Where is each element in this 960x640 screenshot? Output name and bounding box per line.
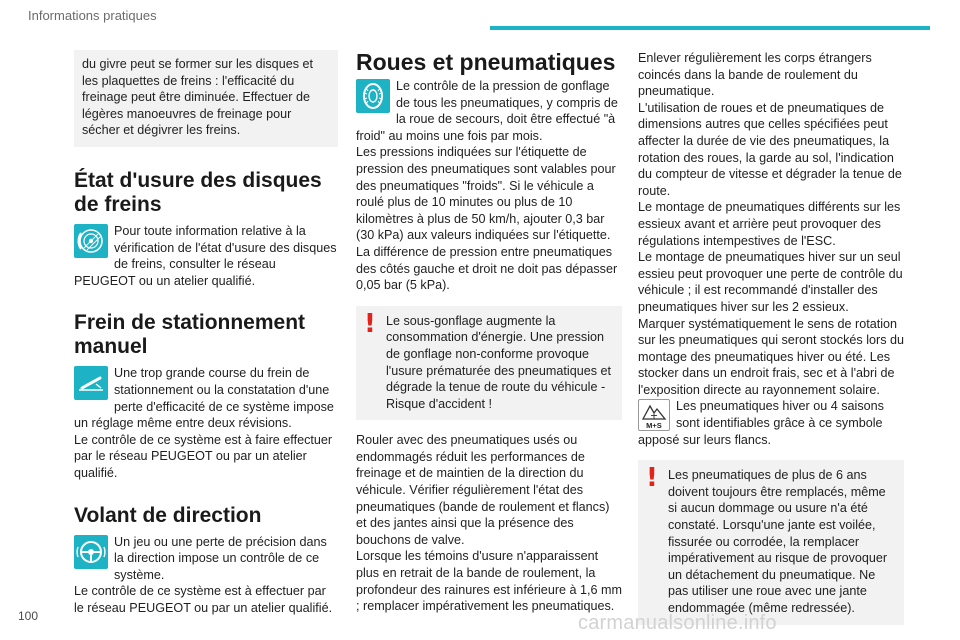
warning-icon: ! xyxy=(646,463,658,494)
section-text: Lorsque les témoins d'usure n'apparaissent plus en retrait de la bande de roulement, la profondeur des rainures est inférieure à 1,6 mm ; remplacer impérativement les pneumatiques. xyxy=(356,549,623,614)
ms-label: M+S xyxy=(646,421,662,431)
section-text: Le contrôle de ce système est à faire effectuer par le réseau PEUGEOT ou par un atelier qualifié. xyxy=(74,432,333,480)
section-text: Le montage de pneumatiques différents sur les essieux avant et arrière peut provoquer des régulations intempestives de l'ESC. xyxy=(638,200,901,248)
section-text: Les pressions indiquées sur l'étiquette de pression des pneumatiques sont valables pour des pneumatiques "froids". Si le véhicule a roulé plus de 10 minutes ou plus de 10 kilomètres à plus de 50 km/h, ajouter 0,3 bar (30 kPa) aux valeurs indiquées sur l'étiquette. xyxy=(356,145,616,243)
continued-note-box xyxy=(74,50,338,147)
warning-box-underinflation xyxy=(356,306,622,421)
warning-text: Les pneumatiques de plus de 6 ans doivent toujours être remplacés, même si aucun dommage ou usure n'a été constaté. Lorsqu'une jante est voilée, fissurée ou corrodée, la remplacer impérativement au risque de provoquer un détachement du pneumatique. Ne pas utiliser une roue avec une jante endommagée (même redressée). xyxy=(668,468,888,615)
running-header: Informations pratiques xyxy=(28,8,157,23)
watermark: carmanualsonline.info xyxy=(578,612,777,634)
section-title-parking-brake: Frein de stationnement manuel xyxy=(74,311,306,359)
note-text: du givre peut se former sur les disques et les plaquettes de freins : l'efficacité du freinage peut être diminuée. Effectuer de légères manoeuvres de freinage pour sécher et dégivrer les freins. xyxy=(82,57,313,138)
parking-brake-icon xyxy=(74,366,108,400)
section-steering-wheel xyxy=(74,534,338,617)
section-text: Enlever régulièrement les corps étrangers coincés dans la bande de roulement du pneumatique. xyxy=(638,51,872,99)
section-text: Une trop grande course du frein de stationnement ou la constatation d'une perte d'efficacité de ce système impose un réglage même entre deux révisions. xyxy=(74,366,334,431)
section-title-wheels-tyres: Roues et pneumatiques xyxy=(356,49,616,75)
section-text: Le montage de pneumatiques hiver sur un seul essieu peut provoquer une perte de contrôle du véhicule ; il est recommandé d'installer des pneumatiques hiver sur les 2 essieux. xyxy=(638,250,903,314)
section-text: Rouler avec des pneumatiques usés ou endommagés réduit les performances de freinage et de maintien de la direction du véhicule. Vérifier régulièrement l'état des pneumatiques (bande de roulement et flancs) et des jantes ainsi que la présence des bouchons de valve. xyxy=(356,433,610,547)
section-text: La différence de pression entre pneumatiques des côtés gauche et droit ne doit pas dépasser 0,05 bar (5 kPa). xyxy=(356,244,618,293)
warning-box-tyre-age xyxy=(638,460,904,624)
section-text: Pour toute information relative à la vérification de l'état d'usure des disques de freins, consulter le réseau PEUGEOT ou un atelier qualifié. xyxy=(74,223,337,288)
page-number: 100 xyxy=(18,609,39,623)
tyre-icon xyxy=(356,79,390,113)
column-2 xyxy=(356,50,622,615)
section-text: Les pneumatiques hiver ou 4 saisons sont identifiables grâce à ce symbole apposé sur leurs flancs. xyxy=(638,399,884,447)
column-1 xyxy=(74,50,338,616)
section-text: Le contrôle de ce système est à effectuer par le réseau PEUGEOT ou par un atelier qualifié. xyxy=(74,584,333,615)
brake-disc-wear-icon xyxy=(74,224,108,258)
section-title-brake-discs: État d'usure des disques de freins xyxy=(74,168,322,216)
steering-wheel-icon xyxy=(74,535,108,569)
section-text: Le contrôle de la pression de gonflage de tous les pneumatiques, y compris de la roue de secours, doit être effectué "à froid" au moins une fois par mois. xyxy=(356,79,618,143)
section-wheels-tyres xyxy=(356,78,622,294)
warning-icon: ! xyxy=(364,308,376,339)
warning-text: Le sous-gonflage augmente la consommation d'énergie. Une pression de gonflage non-conforme provoque l'usure prématurée des pneumatiques et dégrade la tenue de route du véhicule - Risque d'accident ! xyxy=(386,313,612,411)
section-text: Marquer systématiquement le sens de rotation sur les pneumatiques qui seront stockés lors du montage des pneumatiques hiver ou été. Les stocker dans un endroit frais, sec et à l'abri de l'exposition directe au rayonnement solaire. xyxy=(638,316,905,397)
winter-tyre-note xyxy=(638,398,904,448)
section-title-steering-wheel: Volant de direction xyxy=(74,503,262,527)
section-parking-brake xyxy=(74,365,338,481)
section-text: Un jeu ou une perte de précision dans la direction impose un contrôle de ce système. xyxy=(114,534,327,582)
winter-tyre-3pmsf-icon xyxy=(638,399,670,431)
column-3 xyxy=(638,50,904,625)
section-brake-discs xyxy=(74,223,338,289)
section-text: L'utilisation de roues et de pneumatiques de dimensions autres que celles spécifiées peut affecter la durée de vie des pneumatiques, la rotation des roues, la garde au sol, l'indication du compteur de vitesse et dégrader la tenue de route. xyxy=(638,100,902,198)
header-accent-rule xyxy=(490,26,930,30)
